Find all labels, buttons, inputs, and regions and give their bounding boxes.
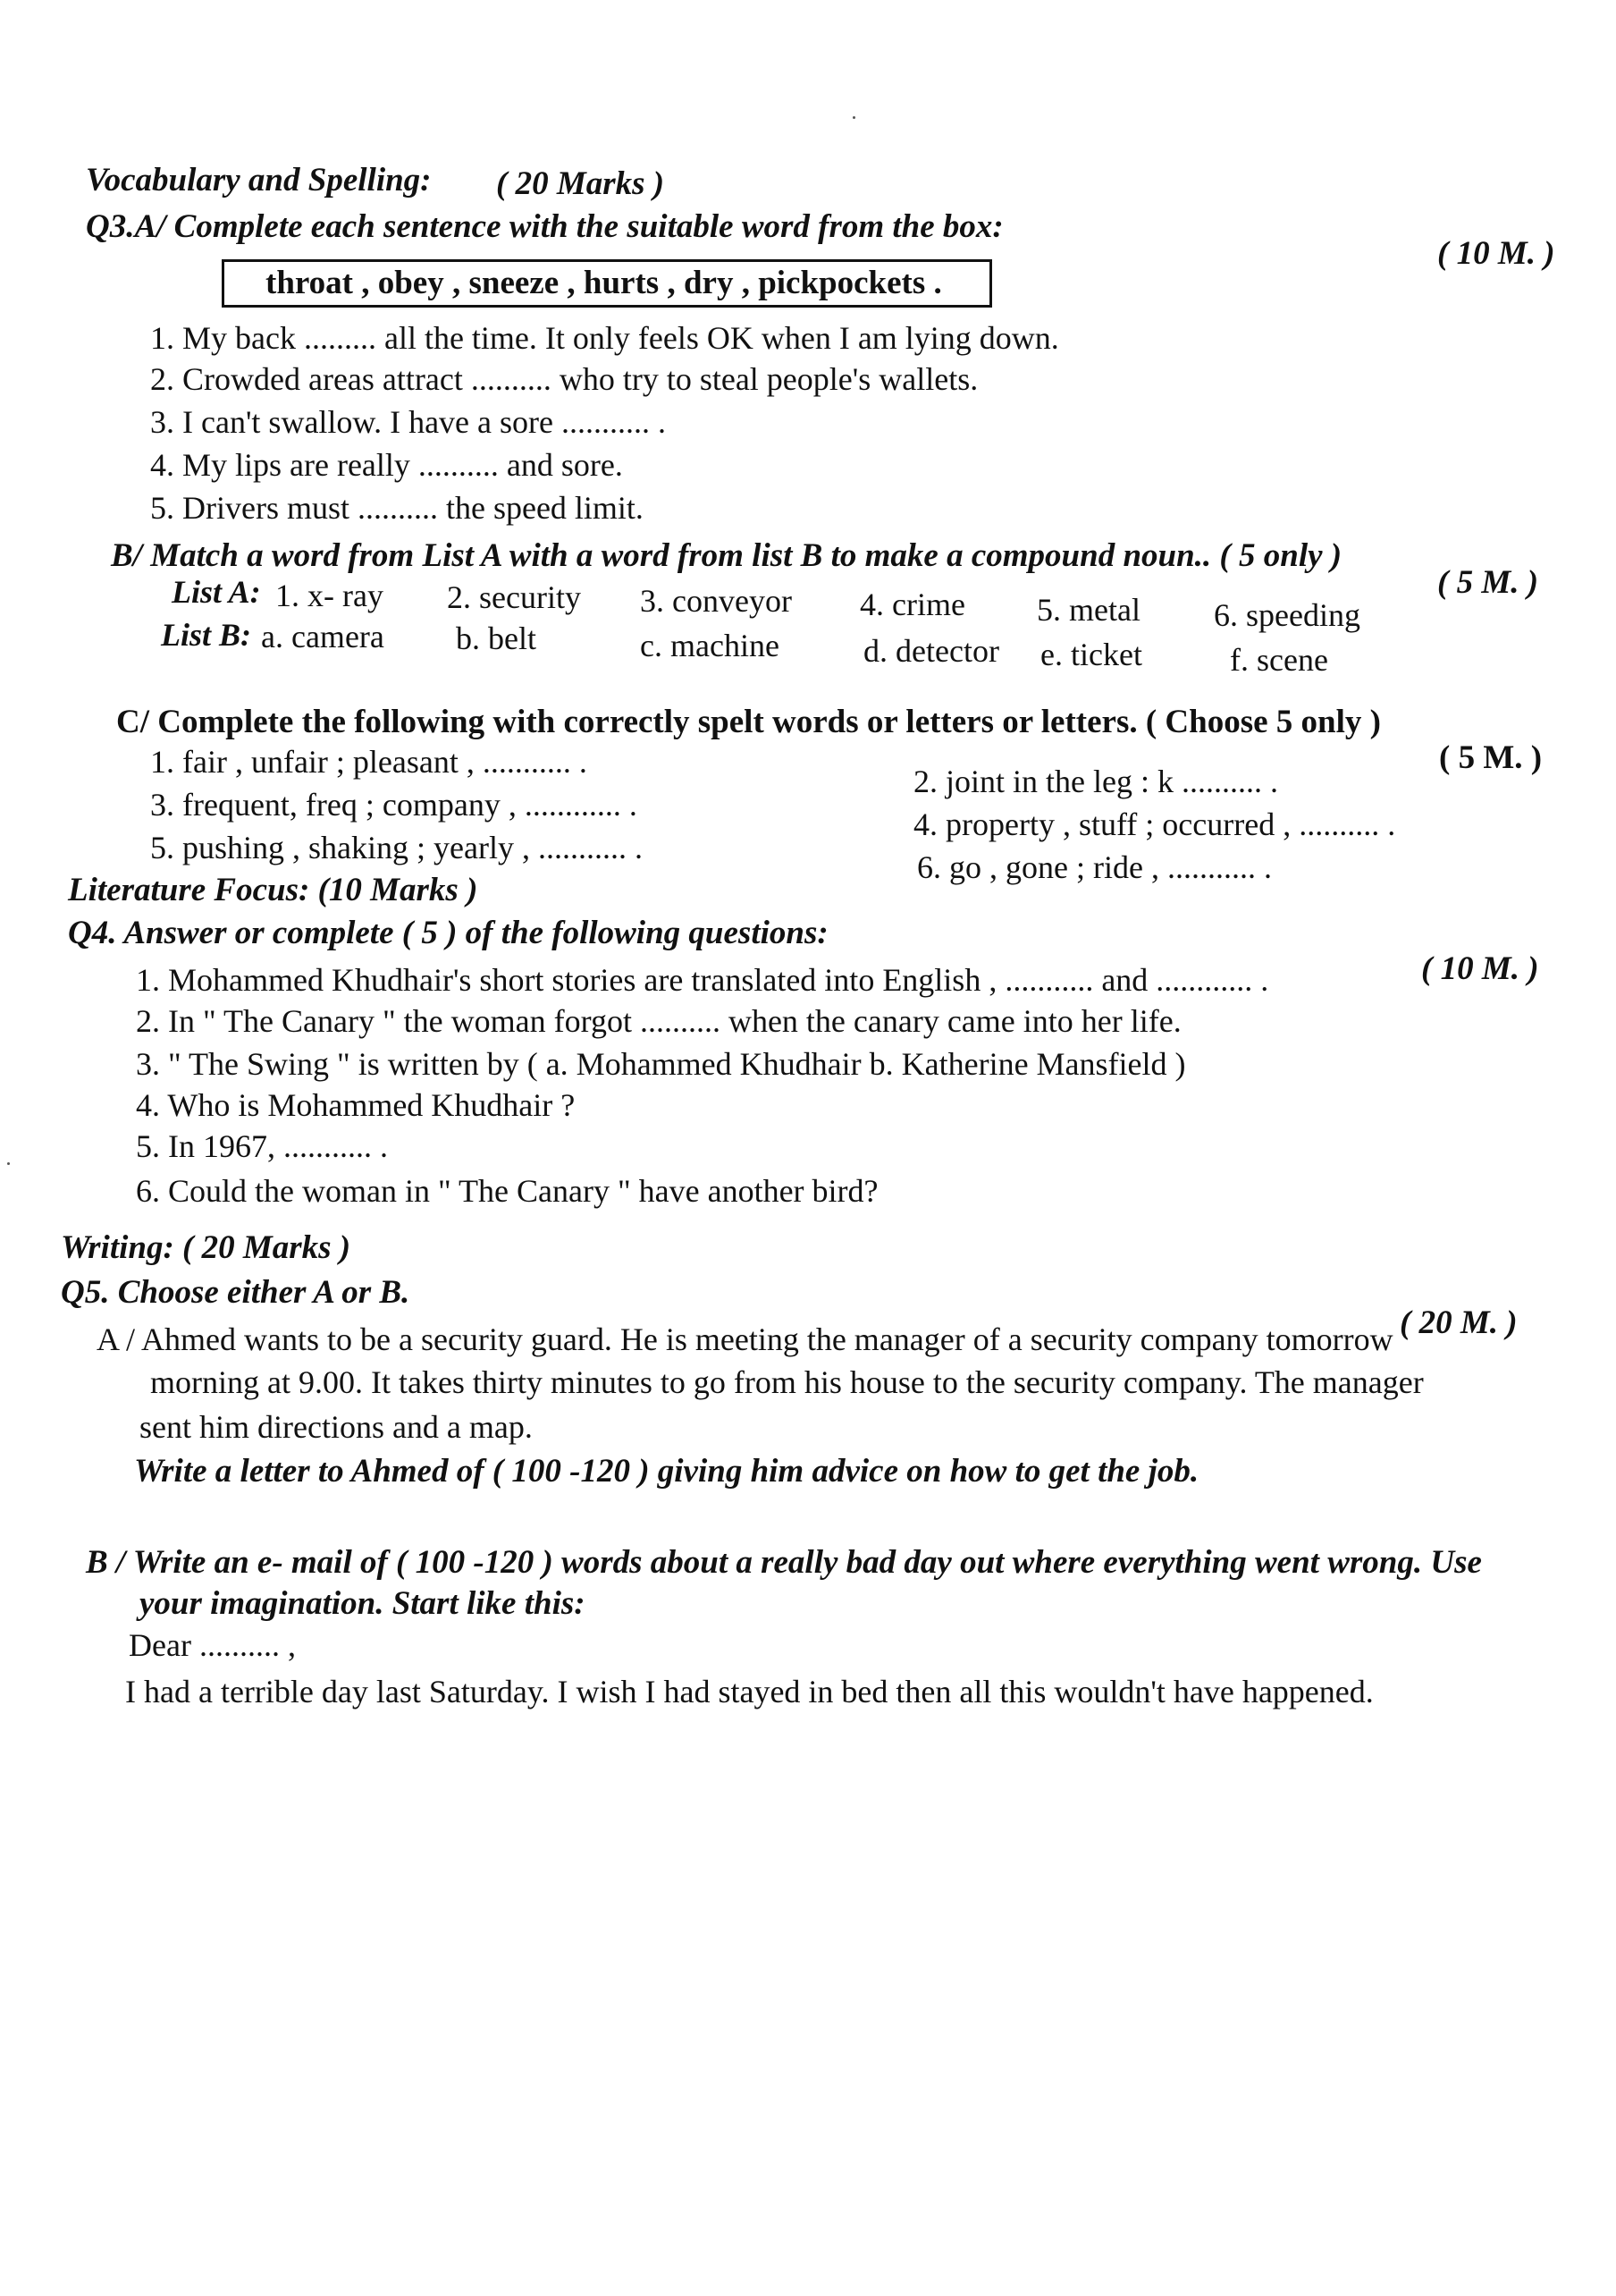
- list-b-item: d. detector: [863, 633, 999, 669]
- option-b-dear: Dear .......... ,: [129, 1627, 296, 1663]
- q5-question: Q5. Choose either A or B.: [61, 1274, 410, 1311]
- spelling-item-6: 6. go , gone ; ride , ........... .: [917, 849, 1272, 885]
- literature-item-5: 5. In 1967, ........... .: [136, 1128, 388, 1164]
- spelling-item-2: 2. joint in the leg : k .......... .: [913, 764, 1278, 799]
- list-a-item: 2. security: [447, 579, 581, 615]
- sentence-4: 4. My lips are really .......... and sore.: [150, 447, 623, 483]
- list-a-item: 3. conveyor: [640, 583, 792, 619]
- option-b-start: I had a terrible day last Saturday. I wish I had stayed in bed then all this wouldn't have happened.: [125, 1674, 1374, 1709]
- sentence-5: 5. Drivers must .......... the speed limit.: [150, 490, 644, 526]
- q3a-marks: ( 10 M. ): [1437, 235, 1555, 272]
- word-box-text: throat , obey , sneeze , hurts , dry , pickpockets .: [265, 265, 942, 301]
- q5-marks: ( 20 M. ): [1400, 1304, 1518, 1341]
- q3c-marks: ( 5 M. ): [1439, 739, 1543, 776]
- spelling-item-5: 5. pushing , shaking ; yearly , ........... .: [150, 830, 643, 865]
- option-a-task: Write a letter to Ahmed of ( 100 -120 ) giving him advice on how to get the job.: [134, 1453, 1199, 1490]
- list-a-item: 5. metal: [1037, 592, 1140, 628]
- list-a-item: 1. x- ray: [275, 578, 383, 613]
- list-a-item: 4. crime: [860, 587, 965, 622]
- literature-item-3: 3. " The Swing " is written by ( a. Mohammed Khudhair b. Katherine Mansfield ): [136, 1046, 1186, 1082]
- literature-item-4: 4. Who is Mohammed Khudhair ?: [136, 1087, 576, 1123]
- literature-item-6: 6. Could the woman in " The Canary " have another bird?: [136, 1173, 879, 1209]
- word-box: [222, 259, 992, 308]
- list-b-item: f. scene: [1230, 642, 1328, 678]
- option-b-line-2: your imagination. Start like this:: [139, 1585, 585, 1622]
- spelling-item-4: 4. property , stuff ; occurred , .......... .: [913, 806, 1396, 842]
- option-a-line-3: sent him directions and a map.: [139, 1409, 533, 1445]
- option-a-line-1: A / Ahmed wants to be a security guard. He is meeting the manager of a security company tomorrow: [97, 1321, 1393, 1357]
- list-a-label: List A:: [172, 574, 261, 610]
- list-b-item: a. camera: [261, 619, 384, 654]
- literature-item-2: 2. In " The Canary " the woman forgot .......... when the canary came into her life.: [136, 1003, 1182, 1039]
- list-a-item: 6. speeding: [1214, 597, 1360, 633]
- option-b-line-1: B / Write an e- mail of ( 100 -120 ) words about a really bad day out where everything went wrong. Use: [86, 1544, 1482, 1581]
- q3a-question: Q3.A/ Complete each sentence with the suitable word from the box:: [86, 208, 1004, 245]
- literature-item-1: 1. Mohammed Khudhair's short stories are translated into English , ........... and ............ .: [136, 962, 1269, 998]
- q4-question: Q4. Answer or complete ( 5 ) of the following questions:: [68, 915, 829, 951]
- list-b-label: List B:: [161, 617, 252, 653]
- scan-speck: [853, 116, 855, 119]
- list-b-item: e. ticket: [1040, 637, 1142, 672]
- spelling-item-3: 3. frequent, freq ; company , ............ .: [150, 787, 637, 823]
- q3b-question: B/ Match a word from List A with a word from list B to make a compound noun.. ( 5 only ): [111, 537, 1342, 574]
- q4-marks: ( 10 M. ): [1421, 950, 1539, 987]
- scan-speck: [7, 1162, 10, 1165]
- sentence-2: 2. Crowded areas attract .......... who try to steal people's wallets.: [150, 361, 979, 397]
- sentence-3: 3. I can't swallow. I have a sore ........... .: [150, 404, 666, 440]
- sentence-1: 1. My back ......... all the time. It only feels OK when I am lying down.: [150, 320, 1059, 356]
- list-b-item: c. machine: [640, 628, 779, 663]
- q3b-marks: ( 5 M. ): [1437, 564, 1539, 601]
- list-b-item: b. belt: [456, 620, 536, 656]
- spelling-item-1: 1. fair , unfair ; pleasant , ........... .: [150, 744, 587, 780]
- writing-heading: Writing: ( 20 Marks ): [61, 1229, 351, 1266]
- vocabulary-heading: Vocabulary and Spelling:: [86, 162, 432, 198]
- option-a-line-2: morning at 9.00. It takes thirty minutes to go from his house to the security company. The manager: [150, 1364, 1424, 1400]
- q3c-question: C/ Complete the following with correctly spelt words or letters or letters. ( Choose 5 only ): [116, 704, 1381, 740]
- vocabulary-marks: ( 20 Marks ): [496, 165, 665, 202]
- literature-heading: Literature Focus: (10 Marks ): [68, 872, 478, 908]
